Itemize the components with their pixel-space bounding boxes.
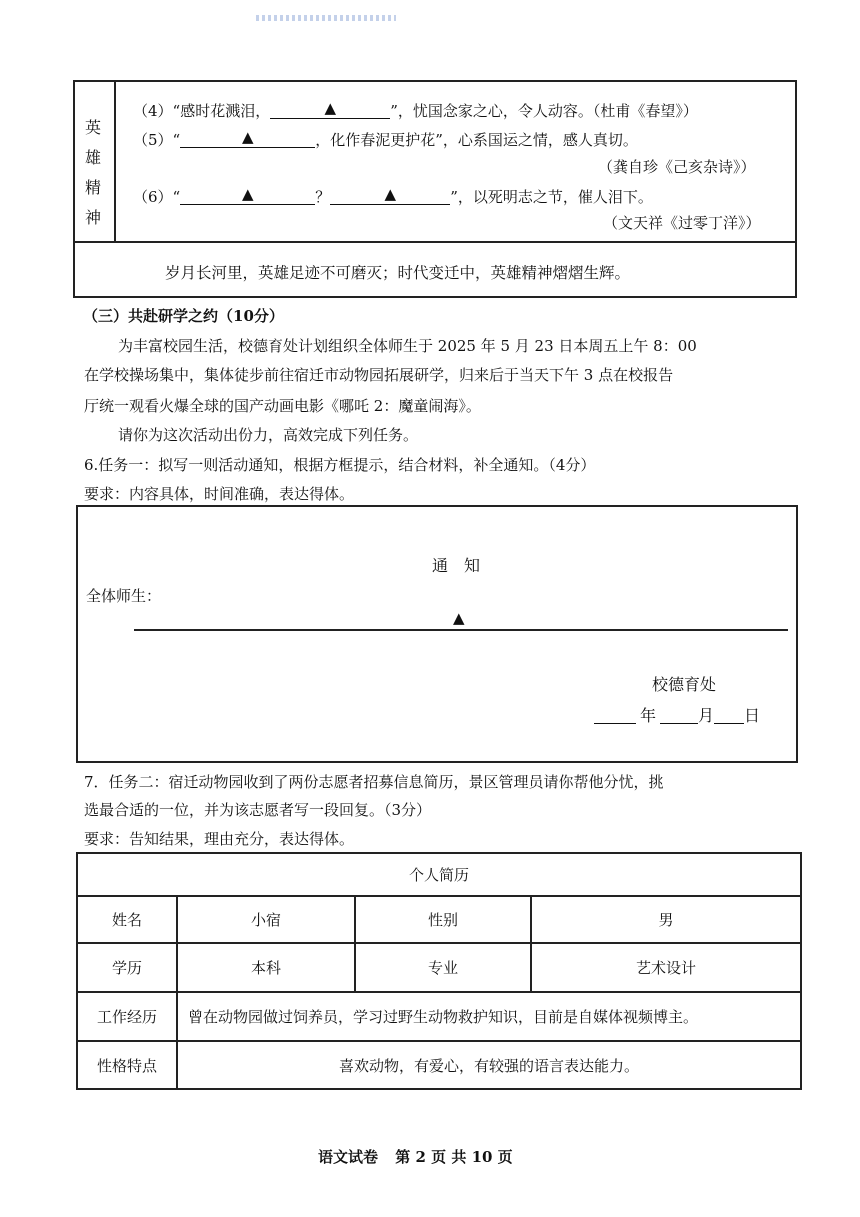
task2-prompt-line2: 选最合适的一位，并为该志愿者写一段回复。（3分）: [84, 801, 432, 819]
section-heading: （三）共赴研学之约（10分）: [83, 307, 284, 325]
poem-box-divider-h: [73, 241, 797, 243]
material-line-4: 请你为这次活动出份力，高效完成下列任务。: [118, 426, 419, 444]
material-line-3: 厅统一观看火爆全球的国产动画电影《哪吒 2：魔童闹海》。: [84, 397, 481, 415]
work-label: 工作经历: [77, 992, 177, 1041]
blank-mark: ▲: [324, 99, 336, 117]
work-value: 曾在动物园做过饲养员，学习过野生动物救护知识，目前是自媒体视频博主。: [177, 992, 801, 1041]
poem-line-4: （4）“感时花溅泪， ▲ ”，忧国念家之心，令人动容。（杜甫《春望》）: [133, 99, 698, 120]
resume-title: 个人简历: [77, 853, 801, 896]
answer-blank[interactable]: [330, 185, 450, 205]
poem-source-6: （文天祥《过零丁洋》）: [603, 214, 761, 232]
blank-mark: ▲: [384, 185, 396, 203]
poem-source-5: （龚自珍《己亥杂诗》）: [598, 158, 756, 176]
major-label: 专业: [355, 943, 531, 992]
scan-artifact: [256, 15, 396, 21]
notice-signer: 校德育处: [652, 675, 717, 694]
task2-requirement: 要求：告知结果，理由充分，表达得体。: [84, 830, 355, 848]
footer: [318, 1146, 513, 1167]
notice-title: 通 知: [432, 556, 481, 575]
task1-requirement: 要求：内容具体，时间准确，表达得体。: [84, 485, 355, 503]
material-line-2: 在学校操场集中，集体徒步前往宿迁市动物园拓展研学，归来后于当天下午 3 点在校报告: [84, 366, 674, 384]
resume-table: [76, 852, 802, 1090]
gender-value: 男: [531, 896, 801, 943]
answer-blank[interactable]: [270, 99, 390, 119]
notice-blank-mark: ▲: [453, 609, 465, 627]
blank-mark: ▲: [241, 128, 254, 146]
notice-date: 年 月 日: [594, 703, 760, 726]
footer-page: 第 2 页 共 10 页: [395, 1148, 513, 1166]
poem-summary: 岁月长河里，英雄足迹不可磨灭；时代变迁中，英雄精神熠熠生辉。: [165, 264, 631, 282]
poem-line-5: （5）“ ▲ ，化作春泥更护花”，心系国运之情，感人真切。: [133, 128, 638, 149]
answer-blank[interactable]: [180, 185, 315, 205]
name-label: 姓名: [77, 896, 177, 943]
footer-subject: 语文试卷: [318, 1148, 379, 1166]
year-blank[interactable]: [594, 707, 636, 724]
notice-salutation: 全体师生：: [86, 587, 162, 605]
trait-value: 喜欢动物，有爱心，有较强的语言表达能力。: [177, 1041, 801, 1089]
task1-prompt: 6.任务一：拟写一则活动通知，根据方框提示，结合材料，补全通知。（4分）: [84, 456, 596, 474]
poem-side-char-4: 神: [85, 208, 102, 227]
trait-label: 性格特点: [77, 1041, 177, 1089]
gender-label: 性别: [355, 896, 531, 943]
edu-value: 本科: [177, 943, 355, 992]
name-value: 小宿: [177, 896, 355, 943]
poem-box-divider-v: [114, 80, 116, 242]
major-value: 艺术设计: [531, 943, 801, 992]
poem-side-char-1: 英: [85, 118, 102, 137]
notice-answer-line[interactable]: [134, 629, 788, 631]
day-blank[interactable]: [714, 707, 744, 724]
answer-blank[interactable]: [180, 128, 315, 148]
edu-label: 学历: [77, 943, 177, 992]
month-blank[interactable]: [660, 707, 698, 724]
poem-side-char-3: 精: [85, 178, 102, 197]
material-line-1: 为丰富校园生活，校德育处计划组织全体师生于 2025 年 5 月 23 日本周五上午 8：00: [118, 337, 697, 355]
poem-side-char-2: 雄: [85, 148, 102, 167]
poem-line-6: （6）“ ▲ ？ ▲ ”，以死明志之节，催人泪下。: [133, 185, 653, 206]
blank-mark: ▲: [241, 185, 254, 203]
task2-prompt-line1: 7．任务二：宿迁动物园收到了两份志愿者招募信息简历，景区管理员请你帮他分忧，挑: [84, 773, 664, 791]
